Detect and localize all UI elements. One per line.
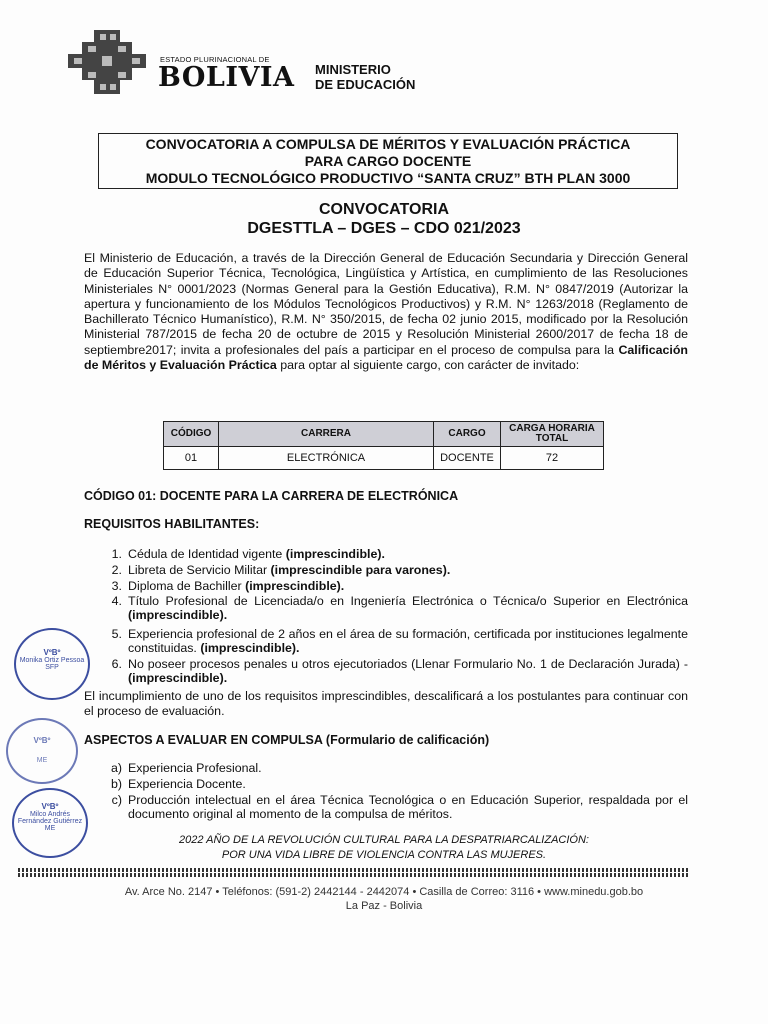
footer-divider: [18, 868, 690, 872]
bolivia-wordmark: BOLIVIA: [158, 62, 295, 93]
table-header-row: [164, 422, 604, 447]
item-text: Título Profesional de Licenciada/o en Ingeniería Electrónica o Técnica/o Superior en Electrónica: [128, 594, 688, 608]
list-item: [100, 793, 688, 822]
ministerio-label: MINISTERIO: [315, 62, 391, 77]
stamp-name: Milco Andrés Fernández Gutiérrez: [17, 811, 83, 825]
list-item: [100, 547, 688, 561]
stamp-unit: ME: [36, 757, 48, 764]
item-bold: (imprescindible).: [285, 547, 385, 561]
list-item: [100, 777, 688, 791]
slogan-line-1: 2022 AÑO DE LA REVOLUCIÓN CULTURAL PARA LA DESPATRIARCALIZACIÓN:: [179, 834, 589, 846]
ministry-logo: [64, 28, 154, 108]
item-letter: c): [111, 793, 122, 807]
aspectos-heading-sub: (Formulario de calificación): [322, 733, 490, 747]
stamp-unit: ME: [44, 825, 56, 832]
convocatoria-code: DGESTTLA – DGES – CDO 021/2023: [247, 220, 521, 237]
item-text: No poseer procesos penales u otros ejecutoriados (Llenar Formulario No. 1 de Declaración Jurada) -: [128, 657, 688, 671]
item-text: Cédula de Identidad vigente: [128, 547, 286, 561]
list-item: [100, 594, 688, 623]
stamp-vb: VºBº: [43, 648, 61, 657]
approval-stamp: [6, 718, 78, 784]
stamp-vb: VºBº: [33, 736, 51, 745]
item-text: Experiencia profesional de 2 años en el área de su formación, certificada por instituciones legalmente constituidas.: [128, 627, 688, 656]
header-codigo: CÓDIGO: [164, 422, 219, 447]
item-bold: (imprescindible).: [200, 641, 300, 656]
cell-codigo: 01: [164, 447, 219, 470]
list-item: [100, 657, 688, 686]
item-letter: b): [110, 777, 122, 791]
intro-text: El Ministerio de Educación, a través de la Dirección General de Educación Secundaria y Dirección General de Educación Superior Técnica, Tecnológica, Lingüística y Artística, en cumplimiento de las Resoluciones Ministeriales N° 0001/2023 (Normas General para la Gestión Educativa), R.M. N° 0847/2019 (Autorizar la apertura y funcionamiento de los Módulos Tecnológicos Productivos) y R.M. N° 1263/2018 (Reglamento de Bachillerato Técnico Humanístico), R.M. N° 350/2015, de fecha 02 junio 2015, modificado por la Resolución Ministerial 787/2015 de fecha 20 de octubre de 2015 y Resolución Ministerial 2600/2017 de fecha 18 de septiembre2017; invita a profesionales del país a participar en el proceso de compulsa para la: [84, 251, 688, 357]
item-number: 3.: [111, 579, 122, 593]
item-text: Experiencia Profesional.: [128, 761, 262, 775]
cell-cargo: DOCENTE: [434, 447, 501, 470]
approval-stamp: [14, 628, 90, 700]
item-number: 4.: [111, 594, 122, 608]
position-table: [163, 421, 604, 470]
list-item: [100, 579, 688, 593]
item-text: Experiencia Docente.: [128, 777, 246, 791]
footer-divider: [18, 873, 690, 877]
item-bold: (imprescindible).: [128, 608, 228, 623]
item-text: Diploma de Bachiller: [128, 579, 246, 593]
approval-stamp: [12, 788, 88, 858]
footer-city: La Paz - Bolivia: [345, 900, 423, 912]
stamp-name: Monika Ortiz Pessoa: [19, 657, 85, 664]
intro-text-end: para optar al siguiente cargo, con carácter de invitado:: [276, 358, 580, 373]
requisitos-heading: REQUISITOS HABILITANTES:: [84, 517, 260, 531]
title-line-1: CONVOCATORIA A COMPULSA DE MÉRITOS Y EVALUACIÓN PRÁCTICA: [145, 136, 631, 152]
item-number: 1.: [111, 547, 122, 561]
intro-bold: Calificación de Méritos y Evaluación Práctica: [84, 342, 688, 373]
item-bold: (imprescindible).: [245, 579, 345, 593]
table-row: [164, 447, 604, 470]
estado-plurinacional-label: ESTADO PLURINACIONAL DE: [160, 55, 270, 64]
list-item: [100, 563, 688, 577]
header-carga-horaria: CARGA HORARIA TOTAL: [501, 422, 604, 447]
header-cargo: CARGO: [434, 422, 501, 447]
stamp-vb: VºBº: [41, 802, 59, 811]
aspectos-heading-text: ASPECTOS A EVALUAR EN COMPULSA: [84, 733, 323, 747]
title-box: [98, 133, 678, 189]
item-bold: (imprescindible para varones).: [270, 563, 451, 577]
aspectos-heading: [84, 733, 489, 747]
requisitos-note: El incumplimiento de uno de los requisitos imprescindibles, descalificará a los postulantes para continuar con el proceso de evaluación.: [84, 689, 688, 719]
item-text: Libreta de Servicio Militar: [128, 563, 271, 577]
intro-paragraph: [84, 251, 688, 373]
list-item: [100, 627, 688, 656]
list-item: [100, 761, 688, 775]
cell-carrera: ELECTRÓNICA: [219, 447, 434, 470]
codigo-heading: CÓDIGO 01: DOCENTE PARA LA CARRERA DE ELECTRÓNICA: [84, 489, 459, 503]
header-carrera: CARRERA: [219, 422, 434, 447]
footer-address: Av. Arce No. 2147 • Teléfonos: (591-2) 2442144 - 2442074 • Casilla de Correo: 3116 • www.minedu.gob.bo: [124, 886, 644, 898]
item-number: 5.: [111, 627, 122, 641]
item-letter: a): [110, 761, 122, 775]
cell-carga: 72: [501, 447, 604, 470]
item-number: 2.: [111, 563, 122, 577]
item-bold: (imprescindible).: [128, 671, 228, 686]
title-line-3: MODULO TECNOLÓGICO PRODUCTIVO “SANTA CRUZ” BTH PLAN 3000: [145, 170, 631, 186]
de-educacion-label: DE EDUCACIÓN: [315, 77, 416, 92]
stamp-unit: SFP: [45, 664, 59, 671]
title-line-2: PARA CARGO DOCENTE: [304, 153, 472, 169]
item-number: 6.: [111, 657, 122, 671]
slogan-line-2: POR UNA VIDA LIBRE DE VIOLENCIA CONTRA LAS MUJERES.: [221, 849, 547, 861]
convocatoria-title: CONVOCATORIA: [318, 201, 450, 218]
item-text: Producción intelectual en el área Técnica Tecnológica o en Educación Superior, respaldada por el documento original al momento de la compulsa de méritos.: [128, 793, 688, 822]
